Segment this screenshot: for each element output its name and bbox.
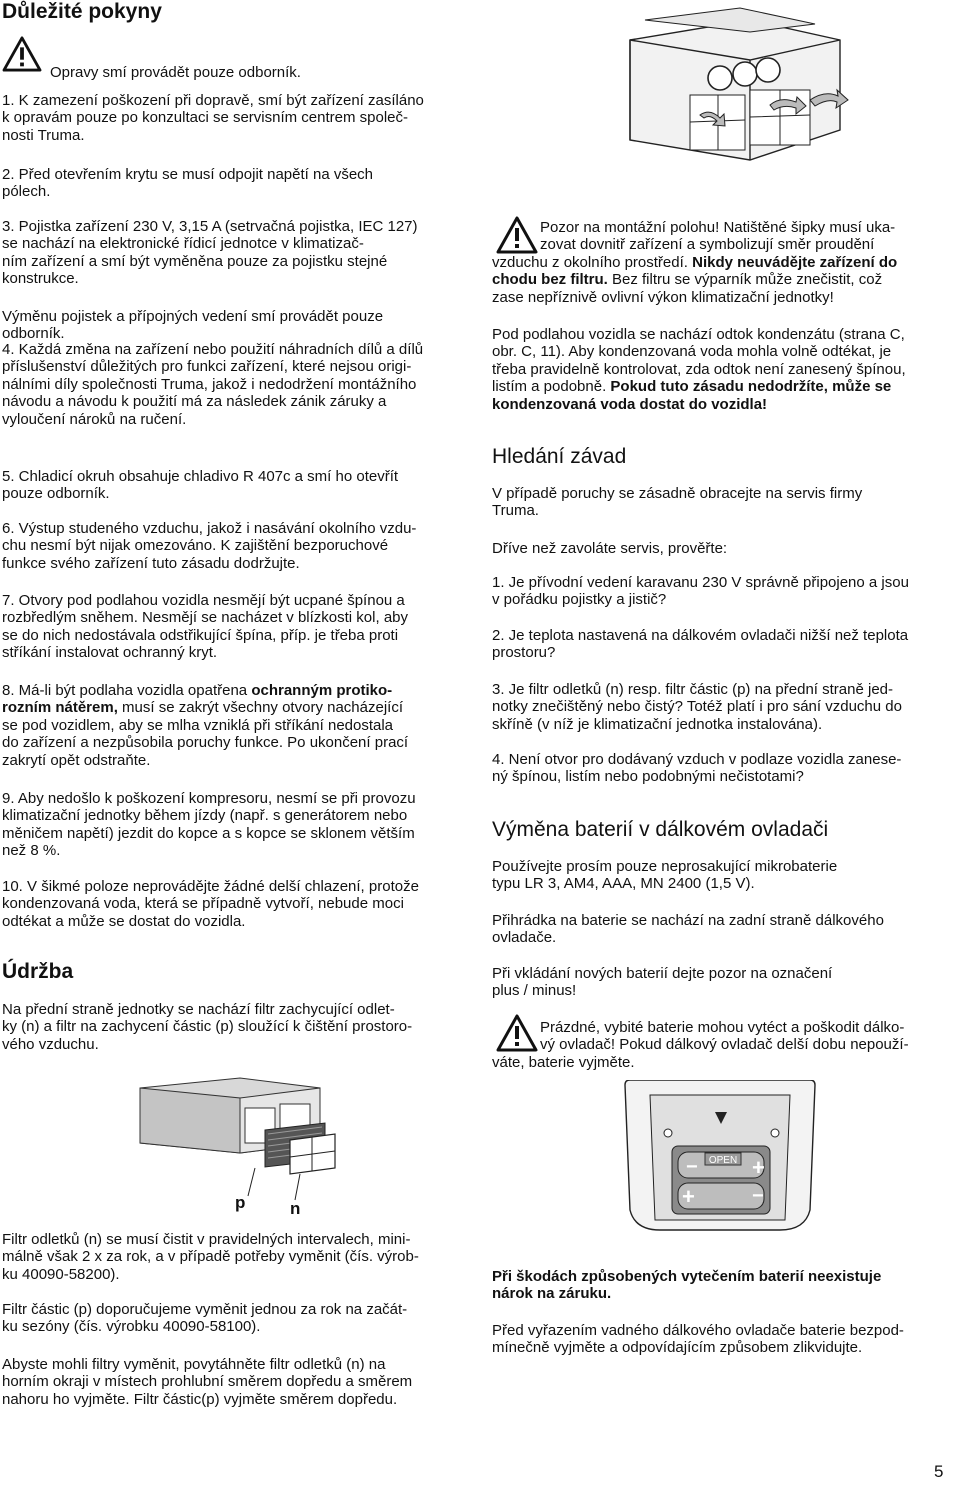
warranty-text (492, 1268, 954, 1303)
item-8-line-1 (2, 682, 472, 699)
warning-icon (2, 36, 42, 72)
fault-line-8: 3. Je filtr odletků (n) resp. filtr částic (p) na přední straně jed- (492, 681, 893, 698)
filter-line-2: málně však 2 x za rok, a v případě potřeby vyměnit (čís. výrob- (2, 1248, 419, 1266)
fuse-note-line-1: Výměnu pojistek a přípojných vedení smí provádět pouze (2, 308, 384, 325)
disposal-line-1: Před vyřazením vadného dálkového ovladače baterie bezpod- (492, 1322, 904, 1339)
airflow-bold-a: Nikdy neuvádějte zařízení do (692, 254, 898, 271)
condensate-line-1: Pod podlahou vozidla se nachází odtok kondenzátu (strana C, (492, 326, 905, 343)
item-3-line-1: 3. Pojistka zařízení 230 V, 3,15 A (setrvačná pojistka, IEC 127) (2, 218, 418, 235)
filter-line-3: ku 40090-58200). (2, 1265, 120, 1283)
filter-illustration (130, 1068, 360, 1218)
warranty-line-2: nárok na záruku. (492, 1285, 612, 1303)
disposal-line-2: mínečně vyjměte a odpovídajícím způsobem zlikvidujte. (492, 1339, 863, 1357)
item-10 (2, 878, 472, 930)
battery-line-5: Při vkládání nových baterií dejte pozor na označení (492, 965, 833, 982)
fault-line-11: 4. Není otvor pro dodávaný vzduch v podlaze vozidla zanese- (492, 751, 902, 768)
battery-line-4: ovladače. (492, 929, 557, 947)
fault-title: Hledání závad (492, 445, 627, 468)
item-8-line-3: se pod vozidlem, aby se mlha vzniklá při stříkání nedostala (2, 716, 394, 734)
airflow-line-5: zase nepříznivě ovlivní výkon klimatizační jednotky! (492, 288, 834, 306)
battery-text-1 (492, 858, 954, 893)
item-10-line-1: 10. V šikmé poloze neprovádějte žádné delší chlazení, protože (2, 878, 419, 895)
filter-line-1: Filtr odletků (n) se musí čistit v pravidelných intervalech, mini- (2, 1231, 411, 1248)
filter-text-1 (2, 1231, 472, 1283)
filter-line-4: Filtr částic (p) doporučujeme vyměnit jednou za rok na začát- (2, 1301, 408, 1318)
item-3 (2, 218, 472, 288)
item-10-line-2: kondenzovaná voda, která se případně vytvoří, nebude moci (2, 895, 404, 913)
item-8 (2, 682, 472, 769)
maintenance-line-2: ky (n) a filtr na zachycení částic (p) sloužící k čištění prostoro- (2, 1018, 413, 1036)
warning-icon (496, 216, 538, 254)
maintenance-line-3: vého vzduchu. (2, 1035, 99, 1053)
warning-repairs (2, 36, 42, 76)
item-7-line-3: se do nich nedostávala odstřikující špína, příp. je třeba proti (2, 626, 399, 644)
item-8-text-a: 8. Má-li být podlaha vozidla opatřena (2, 682, 252, 699)
item-9-line-1: 9. Aby nedošlo k poškození kompresoru, nesmí se při provozu (2, 790, 416, 807)
fault-line-5: v pořádku pojistky a jistič? (492, 591, 667, 609)
item-8-line-2 (2, 699, 472, 716)
fault-item-3 (492, 681, 954, 733)
filter-line-5: ku sezóny (čís. výrobku 40090-58100). (2, 1318, 261, 1336)
item-3-line-3: ním zařízení a smí být vyměněna pouze za pojistku stejné (2, 252, 388, 270)
fault-line-9: notky znečištěný nebo čistý? Totéž platí i pro sání vzduchu do (492, 698, 902, 716)
condensate-line-5 (492, 396, 954, 413)
fault-line-4: 1. Je přívodní vedení karavanu 230 V správně připojeno a jsou (492, 574, 909, 591)
fault-item-2 (492, 627, 954, 662)
item-8-bold-a: ochranným protiko- (251, 682, 393, 699)
item-8-text-b: musí se zakrýt všechny otvory nacházející (117, 699, 403, 717)
item-9-line-3: měničem napětí) jezdit do kopce a s kopce se sklonem větším (2, 824, 415, 842)
battery-warning-text-a (540, 1019, 960, 1054)
item-9 (2, 790, 472, 860)
maintenance-text (2, 1001, 472, 1053)
item-2 (2, 166, 472, 201)
filter-line-8: nahoru ho vyjměte. Filtr částic(p) vyjměte směrem dopředu. (2, 1390, 398, 1408)
fault-line-6: 2. Je teplota nastavená na dálkovém ovladači nižší než teplota (492, 627, 909, 644)
label-n: n (290, 1199, 301, 1218)
fault-line-1: V případě poruchy se zásadně obracejte na servis firmy (492, 485, 863, 502)
item-9-line-2: klimatizační jednotky během jízdy (např. s generátorem nebo (2, 807, 408, 825)
fuse-note-line-2: odborník. (2, 325, 65, 343)
filter-text-3 (2, 1356, 472, 1408)
item-2-line-2: pólech. (2, 183, 51, 201)
warning-battery (496, 1014, 538, 1056)
safety-list (2, 92, 472, 144)
airflow-bold-b: chodu bez filtru. (492, 271, 608, 289)
label-p: p (235, 1193, 246, 1212)
item-8-line-4: do zařízení a nezpůsobila poruchy funkce. Po ukončení prací (2, 734, 409, 752)
page-number: 5 (934, 1462, 944, 1481)
fault-item-1 (492, 574, 954, 609)
battery-line-1: Používejte prosím pouze neprosakující mikrobaterie (492, 858, 838, 875)
fuse-note (2, 308, 472, 343)
minus-sign-2: − (752, 1185, 764, 1207)
item-6 (2, 520, 472, 572)
item-1-line-2: k opravám pouze po konzultaci se servisním centrem společ- (2, 109, 409, 127)
item-9-line-4: než 8 %. (2, 842, 61, 860)
item-4-line-4: návodu a návodu k použití má za následek zánik záruky a (2, 393, 387, 411)
item-7 (2, 592, 472, 662)
maintenance-line-1: Na přední straně jednotky se nachází filtr zachycující odlet- (2, 1001, 395, 1018)
remote-illustration (620, 1080, 820, 1240)
fault-text-2 (492, 540, 954, 557)
minus-sign: − (686, 1156, 698, 1178)
item-4-line-1: 4. Každá změna na zařízení nebo použití náhradních dílů a dílů (2, 341, 424, 358)
item-3-line-4: konstrukce. (2, 270, 79, 288)
item-2-line-1: 2. Před otevřením krytu se musí odpojit napětí na všech (2, 166, 374, 183)
item-3-line-2: se nachází na elektronické řídicí jednotce v klimatizač- (2, 235, 364, 253)
battery-text-2 (492, 912, 954, 947)
plus-sign-2: + (682, 1184, 695, 1209)
warranty-line-1: Při škodách způsobených vytečením baterií neexistuje (492, 1268, 882, 1285)
warning-icon (496, 1014, 538, 1052)
plus-sign: + (752, 1155, 765, 1180)
item-4 (2, 341, 472, 428)
page-title: Důležité pokyny (2, 0, 162, 23)
airflow-line-3 (492, 254, 954, 271)
airflow-line-2: zovat dovnitř zařízení a symbolizují směr proudění (540, 236, 875, 254)
filter-text-2 (2, 1301, 472, 1336)
battery-title: Výměna baterií v dálkovém ovladači (492, 818, 829, 841)
airflow-text-a (540, 219, 960, 254)
item-6-line-1: 6. Výstup studeného vzduchu, jakož i nasávání okolního vzdu- (2, 520, 417, 537)
condensate-text (492, 326, 954, 413)
ac-unit-illustration (600, 0, 870, 180)
maintenance-title: Údržba (2, 960, 74, 983)
item-10-line-3: odtékat a může se dostat do vozidla. (2, 912, 246, 930)
condensate-line-3: třeba pravidelně kontrolovat, zda odtok není zanesený špínou, (492, 360, 906, 378)
disposal-text (492, 1322, 954, 1357)
airflow-line-1: Pozor na montážní polohu! Natištěné šipky musí uka- (540, 219, 896, 236)
condensate-line-2: obr. C, 11). Aby kondenzovaná voda mohla volně odtékat, je (492, 343, 892, 361)
battery-warning-line-3: váte, baterie vyjměte. (492, 1054, 635, 1071)
item-6-line-3: funkce svého zařízení tuto zásadu dodržujte. (2, 554, 300, 572)
battery-warning-text-b (492, 1054, 954, 1071)
fault-line-3: Dříve než zavoláte servis, prověřte: (492, 540, 728, 557)
left-column (2, 0, 472, 24)
filter-line-7: horním okraji v místech prohlubní směrem dopředu a směrem (2, 1373, 413, 1391)
fault-line-12: ný špínou, listím nebo podobnými nečistotami? (492, 768, 804, 786)
battery-warning-line-2: vý ovladač! Pokud dálkový ovladač delší dobu nepouží- (540, 1036, 909, 1054)
item-4-line-3: nálními díly společnosti Truma, jakož i nedodržení montážního (2, 375, 417, 393)
battery-line-6: plus / minus! (492, 982, 577, 1000)
item-8-bold-b: rozním nátěrem, (2, 699, 118, 717)
battery-line-3: Přihrádka na baterie se nachází na zadní straně dálkového (492, 912, 884, 929)
condensate-bold-a: Pokud tuto zásadu nedodržíte, může se (610, 378, 892, 396)
condensate-text-plain: listím a podobně. (492, 378, 611, 396)
item-7-line-2: rozbředlým sněhem. Nesmějí se nacházet v blízkosti kol, aby (2, 609, 409, 627)
fault-line-2: Truma. (492, 502, 539, 520)
item-8-line-5: zakrytí opět odstraňte. (2, 751, 151, 769)
airflow-text-plain-2: Bez filtru se výparník může znečistit, což (607, 271, 883, 289)
condensate-bold-b: kondenzovaná voda dostat do vozidla! (492, 395, 768, 413)
item-6-line-2: chu nesmí být nijak omezováno. K zajištění bezporuchové (2, 537, 389, 555)
battery-line-2: typu LR 3, AM4, AAA, MN 2400 (1,5 V). (492, 875, 755, 893)
item-5 (2, 468, 472, 503)
fault-text-1 (492, 485, 954, 520)
item-1-line-1: 1. K zamezení poškození při dopravě, smí být zařízení zasíláno (2, 92, 424, 109)
fault-item-4 (492, 751, 954, 786)
fault-line-10: skříně (v níž je klimatizační jednotka instalována). (492, 715, 823, 733)
airflow-line-4 (492, 271, 954, 288)
item-5-line-1: 5. Chladicí okruh obsahuje chladivo R 407c a smí ho otevřít (2, 468, 399, 485)
item-7-line-1: 7. Otvory pod podlahou vozidla nesmějí být ucpané špínou a (2, 592, 405, 609)
airflow-text-b (492, 254, 954, 306)
airflow-text-plain: vzduchu z okolního prostředí. (492, 254, 693, 271)
item-5-line-2: pouze odborník. (2, 485, 110, 503)
warning-repairs-text: Opravy smí provádět pouze odborník. (50, 64, 301, 81)
open-label: OPEN (708, 1155, 738, 1166)
filter-line-6: Abyste mohli filtry vyměnit, povytáhněte filtr odletků (n) na (2, 1356, 386, 1373)
warning-airflow (496, 216, 538, 258)
item-4-line-2: příslušenství důležitých pro funkci zařízení, které nejsou origi- (2, 358, 412, 376)
condensate-line-4 (492, 378, 954, 395)
fault-line-7: prostoru? (492, 644, 556, 662)
item-4-line-5: vyloučení nároků na ručení. (2, 410, 187, 428)
battery-text-3 (492, 965, 954, 1000)
battery-warning-line-1: Prázdné, vybité baterie mohou vytéct a poškodit dálko- (540, 1019, 905, 1036)
item-1-line-3: nosti Truma. (2, 126, 85, 144)
item-7-line-4: stříkání instalovat ochranný kryt. (2, 644, 218, 662)
